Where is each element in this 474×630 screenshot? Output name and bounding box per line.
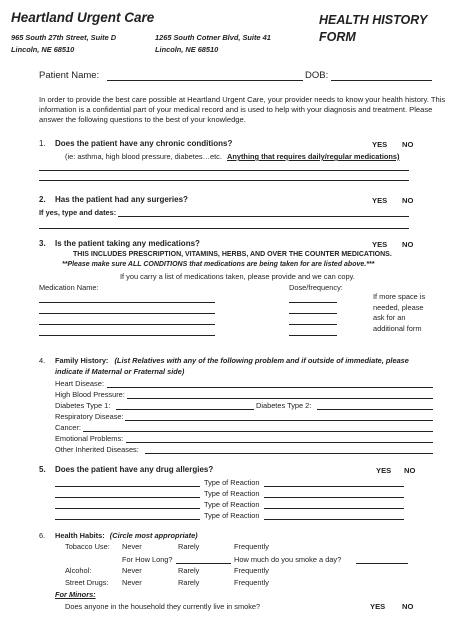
address-1-city: Lincoln, NE 68510 <box>11 45 75 54</box>
dose-frequency-line[interactable] <box>289 313 337 314</box>
q5-no-option[interactable]: NO <box>404 466 416 475</box>
family-diabetes-type1-label: Diabetes Type 1: <box>55 401 111 410</box>
how-much-label: How much do you smoke a day? <box>234 555 342 564</box>
alcohol-rarely-option[interactable]: Rarely <box>178 566 200 575</box>
dose-frequency-label: Dose/frequency: <box>289 283 343 292</box>
q1-number: 1. <box>39 139 46 148</box>
intro-paragraph: In order to provide the best care possible at Heartland Urgent Care, your provider needs to know your health history. This information is a confidential part of your medical record and is used to help with your diagnosis and treatment. Please answer the following questions to the best of your knowledge. <box>39 95 446 124</box>
minors-question: Does anyone in the household they currently live in smoke? <box>65 602 261 611</box>
q2-yes-option[interactable]: YES <box>372 196 388 205</box>
alcohol-frequently-option[interactable]: Frequently <box>234 566 269 575</box>
family-respiratory-disease-field[interactable] <box>125 420 433 421</box>
tobacco-label: Tobacco Use: <box>65 542 110 551</box>
family-diabetes-type2-label: Diabetes Type 2: <box>256 401 312 410</box>
address-2-street: 1265 South Cotner Blvd, Suite 41 <box>155 33 271 42</box>
q2-number: 2. <box>39 195 46 204</box>
form-title-line-2: FORM <box>319 30 356 44</box>
alcohol-label: Alcohol: <box>65 566 92 575</box>
q4-instruction-line-1: (List Relatives with any of the following problem and if outside of immediate, please <box>114 356 409 365</box>
q6-instruction: (Circle most appropriate) <box>109 531 198 540</box>
allergy-drug-line[interactable] <box>55 519 200 520</box>
reaction-line[interactable] <box>264 508 404 509</box>
reaction-line[interactable] <box>264 519 404 520</box>
family-diabetes-type2-field[interactable] <box>317 409 433 410</box>
q3-question: Is the patient taking any medications? <box>55 239 200 248</box>
family-cancer-label: Cancer: <box>55 423 81 432</box>
family-emotional-problems-label: Emotional Problems: <box>55 434 124 443</box>
family-other-inherited-field[interactable] <box>145 453 433 454</box>
family-high-blood-pressure-field[interactable] <box>127 398 433 399</box>
q4-number: 4. <box>39 356 46 365</box>
reaction-label: Type of Reaction <box>204 489 260 498</box>
more-space-line: ask for an <box>373 313 406 322</box>
q2-followup: If yes, type and dates: <box>39 208 117 217</box>
dob-label: DOB: <box>305 70 329 81</box>
family-high-blood-pressure-label: High Blood Pressure: <box>55 390 125 399</box>
medication-name-line[interactable] <box>39 324 215 325</box>
q1-answer-line[interactable] <box>39 180 409 181</box>
form-title-line-1: HEALTH HISTORY <box>319 13 428 27</box>
q5-question: Does the patient have any drug allergies? <box>55 465 214 474</box>
street-never-option[interactable]: Never <box>122 578 142 587</box>
medication-name-label: Medication Name: <box>39 283 99 292</box>
minors-label: For Minors: <box>55 590 96 599</box>
medication-name-line[interactable] <box>39 313 215 314</box>
medication-name-line[interactable] <box>39 335 215 336</box>
reaction-label: Type of Reaction <box>204 478 260 487</box>
street-drugs-label: Street Drugs: <box>65 578 109 587</box>
more-space-line: If more space is <box>373 292 426 301</box>
street-rarely-option[interactable]: Rarely <box>178 578 200 587</box>
q4-title: Family History: <box>55 356 109 365</box>
minors-yes-option[interactable]: YES <box>370 602 386 611</box>
family-diabetes-type1-field[interactable] <box>116 409 254 410</box>
reaction-line[interactable] <box>264 486 404 487</box>
family-heart-disease-label: Heart Disease: <box>55 379 104 388</box>
clinic-name: Heartland Urgent Care <box>11 10 155 25</box>
q3-copy-note: If you carry a list of medications taken, please provide and we can copy. <box>120 272 355 281</box>
q1-yes-option[interactable]: YES <box>372 140 388 149</box>
q1-no-option[interactable]: NO <box>402 140 414 149</box>
how-much-field[interactable] <box>356 563 408 564</box>
how-long-field[interactable] <box>176 563 231 564</box>
dose-frequency-line[interactable] <box>289 324 337 325</box>
patient-name-field[interactable] <box>107 80 303 81</box>
q1-answer-line[interactable] <box>39 170 409 171</box>
q1-question: Does the patient have any chronic conditions? <box>55 139 233 148</box>
q5-number: 5. <box>39 465 46 474</box>
q2-no-option[interactable]: NO <box>402 196 414 205</box>
q2-question: Has the patient had any surgeries? <box>55 195 188 204</box>
q3-yes-option[interactable]: YES <box>372 240 388 249</box>
street-frequently-option[interactable]: Frequently <box>234 578 269 587</box>
allergy-drug-line[interactable] <box>55 486 200 487</box>
dose-frequency-line[interactable] <box>289 335 337 336</box>
address-1-street: 965 South 27th Street, Suite D <box>11 33 117 42</box>
family-emotional-problems-field[interactable] <box>126 442 433 443</box>
q6-title: Health Habits: <box>55 531 105 540</box>
reaction-label: Type of Reaction <box>204 511 260 520</box>
more-space-line: additional form <box>373 323 422 333</box>
tobacco-rarely-option[interactable]: Rarely <box>178 542 200 551</box>
q2-answer-line[interactable] <box>39 228 409 229</box>
family-cancer-field[interactable] <box>83 431 433 432</box>
q3-includes: THIS INCLUDES PRESCRIPTION, VITAMINS, HERBS, AND OVER THE COUNTER MEDICATIONS. <box>73 251 392 258</box>
more-space-note <box>373 292 425 334</box>
q2-answer-line[interactable] <box>118 216 409 217</box>
q1-example-text: (ie: asthma, high blood pressure, diabetes…etc. <box>65 152 222 161</box>
q3-note: **Please make sure ALL CONDITIONS that medications are being taken for are listed above.*** <box>62 261 375 268</box>
q3-no-option[interactable]: NO <box>402 240 414 249</box>
tobacco-frequently-option[interactable]: Frequently <box>234 542 269 551</box>
form-title <box>319 12 427 46</box>
address-2-city: Lincoln, NE 68510 <box>155 45 219 54</box>
allergy-drug-line[interactable] <box>55 508 200 509</box>
allergy-drug-line[interactable] <box>55 497 200 498</box>
reaction-label: Type of Reaction <box>204 500 260 509</box>
dose-frequency-line[interactable] <box>289 302 337 303</box>
medication-name-line[interactable] <box>39 302 215 303</box>
q5-yes-option[interactable]: YES <box>376 466 392 475</box>
how-long-label: For How Long? <box>122 555 173 564</box>
minors-no-option[interactable]: NO <box>402 602 414 611</box>
family-respiratory-disease-label: Respiratory Disease: <box>55 412 124 421</box>
more-space-line: needed, please <box>373 302 424 312</box>
patient-name-label: Patient Name: <box>39 70 100 81</box>
q3-number: 3. <box>39 239 46 248</box>
q6-number: 6. <box>39 531 46 540</box>
dob-field[interactable] <box>331 80 432 81</box>
alcohol-never-option[interactable]: Never <box>122 566 142 575</box>
tobacco-never-option[interactable]: Never <box>122 542 142 551</box>
q1-example <box>65 152 399 161</box>
family-heart-disease-field[interactable] <box>107 387 433 388</box>
family-other-inherited-label: Other Inherited Diseases: <box>55 445 139 454</box>
reaction-line[interactable] <box>264 497 404 498</box>
q6-header <box>55 531 198 540</box>
q4-header <box>55 356 409 365</box>
q4-instruction-line-2: indicate if Maternal or Fraternal side) <box>55 367 185 376</box>
q1-emphasis: Anything that requires daily/regular medications) <box>227 152 400 161</box>
